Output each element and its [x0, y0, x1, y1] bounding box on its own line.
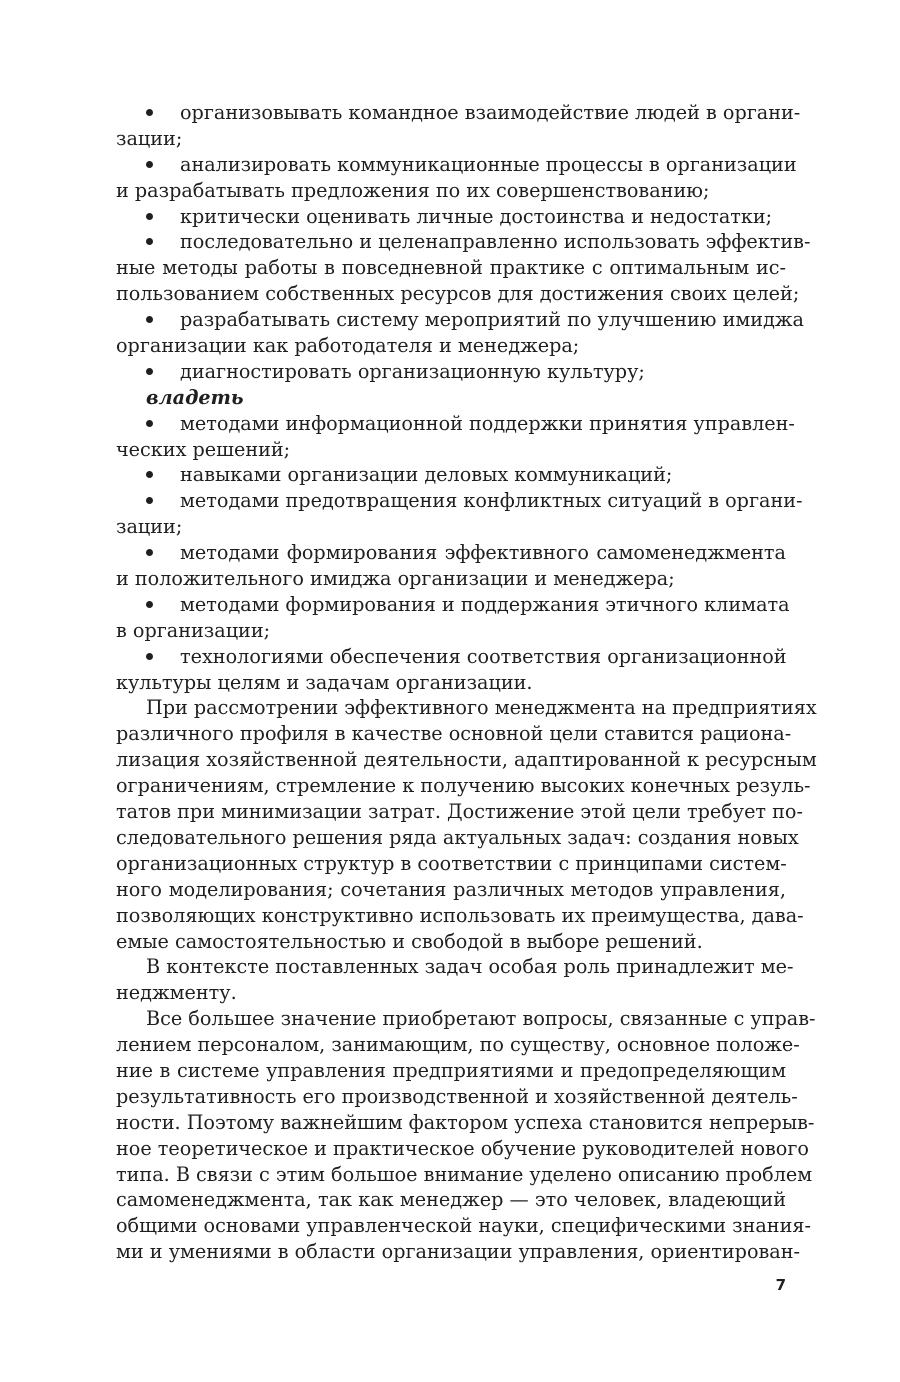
- line-text: пользованием собственных ресурсов для достижения своих целей;: [116, 282, 800, 306]
- text-line: [116, 281, 800, 307]
- line-text: методами предотвращения конфликтных ситуаций в органи-: [180, 489, 803, 513]
- line-text: результативность его производственной и хозяйственной деятель-: [116, 1084, 798, 1108]
- bullet-icon: [146, 307, 180, 333]
- line-text: ные методы работы в повседневной практике с оптимальным ис-: [116, 256, 786, 280]
- text-line: [116, 1084, 798, 1110]
- text-line: [116, 695, 817, 721]
- bullet-line: [116, 229, 811, 255]
- line-text: ми и умениями в области организации управления, ориентирован-: [116, 1240, 801, 1264]
- bullet-line: [116, 100, 801, 126]
- text-line: [116, 1239, 801, 1265]
- text-line: [116, 773, 811, 799]
- bullet-line: [116, 307, 804, 333]
- line-text: емые самостоятельностью и свободой в выборе решений.: [116, 929, 703, 953]
- line-text: неджменту.: [116, 981, 237, 1005]
- bullet-dot-icon: [146, 601, 153, 608]
- line-text: самоменеджмента, так как менеджер — это человек, владеющий: [116, 1188, 786, 1212]
- line-text: методами формирования и поддержания этичного климата: [180, 592, 790, 616]
- text-line: [116, 1006, 816, 1032]
- bullet-icon: [146, 488, 180, 514]
- bullet-dot-icon: [146, 238, 153, 245]
- line-text: При рассмотрении эффективного менеджмента на предприятиях: [146, 696, 817, 720]
- line-text: ние в системе управления предприятиями и предопределяющим: [116, 1058, 786, 1082]
- bullet-dot-icon: [146, 109, 153, 116]
- bullet-line: [116, 411, 795, 437]
- text-line: [116, 721, 792, 747]
- line-text: ное теоретическое и практическое обучение руководителей нового: [116, 1136, 809, 1160]
- text-line: [116, 903, 804, 929]
- line-text: ческих решений;: [116, 437, 291, 461]
- line-text: следовательного решения ряда актуальных задач: создания новых: [116, 825, 799, 849]
- line-text: и разрабатывать предложения по их совершенствованию;: [116, 178, 710, 202]
- page-number: 7: [775, 1276, 786, 1294]
- line-text: критически оценивать личные достоинства и недостатки;: [180, 204, 773, 228]
- bullet-dot-icon: [146, 161, 153, 168]
- bullet-icon: [146, 152, 180, 178]
- line-text: ности. Поэтому важнейшим фактором успеха становится непрерыв-: [116, 1110, 815, 1134]
- line-text: методами формирования эффективного самоменеджмента: [180, 541, 786, 565]
- line-text: ограничениям, стремление к получению высоких конечных резуль-: [116, 774, 811, 798]
- bullet-icon: [146, 204, 180, 230]
- line-text: владеть: [146, 385, 244, 409]
- line-text: лизация хозяйственной деятельности, адаптированной к ресурсным: [116, 748, 817, 772]
- line-text: зации;: [116, 126, 183, 150]
- line-text: организационных структур в соответствии с принципами систем-: [116, 851, 787, 875]
- line-text: типа. В связи с этим большое внимание уделено описанию проблем: [116, 1162, 813, 1186]
- section-heading: [116, 385, 786, 411]
- line-text: татов при минимизации затрат. Достижение этой цели требует по-: [116, 800, 803, 824]
- text-line: [116, 980, 786, 1006]
- text-line: [116, 1110, 815, 1136]
- bullet-dot-icon: [146, 368, 153, 375]
- line-text: анализировать коммуникационные процессы в организации: [180, 152, 797, 176]
- text-line: [116, 178, 786, 204]
- line-text: диагностировать организационную культуру;: [180, 359, 645, 383]
- line-text: навыками организации деловых коммуникаций;: [180, 463, 673, 487]
- bullet-icon: [146, 644, 180, 670]
- text-line: [116, 954, 794, 980]
- line-text: позволяющих конструктивно использовать их преимущества, дава-: [116, 903, 804, 927]
- text-line: [116, 1136, 809, 1162]
- bullet-icon: [146, 229, 180, 255]
- line-text: и положительного имиджа организации и менеджера;: [116, 567, 675, 591]
- text-line: [116, 255, 786, 281]
- text-line: [116, 566, 786, 592]
- text-line: [116, 333, 786, 359]
- line-text: культуры целям и задачам организации.: [116, 670, 533, 694]
- text-line: [116, 670, 786, 696]
- line-text: зации;: [116, 515, 183, 539]
- line-text: различного профиля в качестве основной цели ставится рациона-: [116, 722, 792, 746]
- bullet-icon: [146, 100, 180, 126]
- body-text: [116, 100, 817, 1265]
- text-line: [116, 929, 786, 955]
- bullet-dot-icon: [146, 213, 153, 220]
- line-text: в организации;: [116, 618, 271, 642]
- text-line: [116, 126, 786, 152]
- text-line: [116, 1032, 800, 1058]
- text-line: [116, 1213, 811, 1239]
- bullet-icon: [146, 359, 180, 385]
- bullet-line: [116, 462, 786, 488]
- bullet-dot-icon: [146, 653, 153, 660]
- text-line: [116, 514, 786, 540]
- line-text: последовательно и целенаправленно использовать эффектив-: [180, 230, 811, 254]
- text-line: [116, 851, 786, 877]
- bullet-dot-icon: [146, 420, 153, 427]
- line-text: ного моделирования; сочетания различных методов управления,: [116, 877, 786, 901]
- bullet-icon: [146, 592, 180, 618]
- bullet-line: [116, 592, 790, 618]
- text-line: [116, 877, 786, 903]
- text-line: [116, 1162, 813, 1188]
- bullet-dot-icon: [146, 471, 153, 478]
- line-text: методами информационной поддержки принятия управлен-: [180, 411, 795, 435]
- bullet-line: [116, 540, 786, 566]
- bullet-line: [116, 152, 797, 178]
- line-text: Все большее значение приобретают вопросы, связанные с управ-: [146, 1007, 816, 1031]
- bullet-icon: [146, 540, 180, 566]
- bullet-dot-icon: [146, 549, 153, 556]
- line-text: В контексте поставленных задач особая роль принадлежит ме-: [146, 955, 794, 979]
- text-line: [116, 825, 799, 851]
- bullet-icon: [146, 411, 180, 437]
- text-line: [116, 799, 803, 825]
- line-text: организовывать командное взаимодействие людей в органи-: [180, 101, 801, 124]
- line-text: общими основами управленческой науки, специфическими знания-: [116, 1214, 811, 1238]
- bullet-dot-icon: [146, 497, 153, 504]
- text-line: [116, 618, 786, 644]
- line-text: лением персоналом, занимающим, по существу, основное положе-: [116, 1033, 800, 1057]
- bullet-line: [116, 644, 786, 670]
- text-line: [116, 1058, 786, 1084]
- text-line: [116, 1187, 786, 1213]
- line-text: технологиями обеспечения соответствия организационной: [180, 644, 787, 668]
- line-text: организации как работодателя и менеджера;: [116, 334, 580, 358]
- bullet-line: [116, 204, 786, 230]
- text-line: [116, 747, 817, 773]
- bullet-line: [116, 359, 786, 385]
- text-line: [116, 437, 786, 463]
- line-text: разрабатывать систему мероприятий по улучшению имиджа: [180, 308, 804, 332]
- bullet-line: [116, 488, 803, 514]
- bullet-icon: [146, 462, 180, 488]
- bullet-dot-icon: [146, 316, 153, 323]
